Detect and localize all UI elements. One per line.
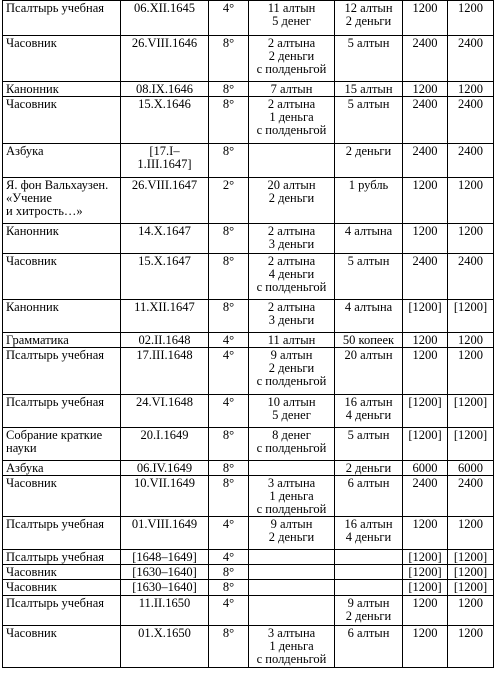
cell-sale-line: 16 алтын (344, 517, 393, 531)
cell-sale-line: 1 рубль (348, 178, 389, 192)
cell-format: 8° (209, 224, 249, 254)
cell-price-line: 2 деньги (268, 361, 315, 375)
cell-sale-line: 6 алтын (347, 476, 390, 490)
cell-format: 8° (209, 565, 249, 580)
cell-sale-line: 2 деньги (345, 609, 392, 623)
cell-price-line: 2 алтына (267, 300, 316, 314)
cell-format: 4° (209, 348, 249, 395)
cell-copies-total: 1200 (448, 224, 494, 254)
cell-copies: 1200 (403, 333, 448, 348)
table-row (3, 36, 494, 82)
book-table (2, 0, 494, 668)
cell-title (3, 550, 121, 565)
cell-date-line: 14.X.1647 (138, 224, 191, 238)
cell-sale (335, 596, 403, 626)
cell-date-line: 26.VIII.1646 (131, 36, 198, 50)
cell-price-line: 1 деньга (269, 639, 314, 653)
table-row (3, 565, 494, 580)
cell-copies-total: 1200 (448, 178, 494, 224)
cell-date-line: [1630–1640] (132, 565, 197, 579)
cell-sale-line: 9 алтын (347, 596, 390, 610)
cell-price (249, 476, 335, 517)
cell-date (121, 428, 209, 461)
cell-title-line: Грамматика (6, 333, 69, 347)
cell-price-line: 2 деньги (268, 530, 315, 544)
cell-date (121, 626, 209, 668)
cell-sale-line: 12 алтын (344, 1, 393, 15)
cell-title (3, 348, 121, 395)
cell-date (121, 178, 209, 224)
cell-sale (335, 97, 403, 144)
table-row (3, 626, 494, 668)
cell-copies-total: 2400 (448, 97, 494, 144)
cell-date (121, 517, 209, 550)
cell-format: 8° (209, 36, 249, 82)
cell-copies: [1200] (403, 395, 448, 428)
cell-copies-total: 2400 (448, 36, 494, 82)
cell-price-line: 4 деньги (268, 267, 315, 281)
table-row (3, 596, 494, 626)
cell-format: 8° (209, 300, 249, 333)
table-row (3, 333, 494, 348)
cell-price-line: с полденьгой (256, 502, 327, 516)
cell-format: 8° (209, 144, 249, 178)
cell-date-line: 17.III.1648 (136, 348, 193, 362)
cell-copies: [1200] (403, 550, 448, 565)
cell-date (121, 550, 209, 565)
cell-sale (335, 300, 403, 333)
cell-title (3, 300, 121, 333)
cell-price (249, 178, 335, 224)
cell-copies-total: 2400 (448, 144, 494, 178)
cell-copies-total: 2400 (448, 254, 494, 300)
cell-date (121, 144, 209, 178)
table-row (3, 82, 494, 97)
cell-copies: 1200 (403, 517, 448, 550)
cell-price (249, 348, 335, 395)
cell-format: 8° (209, 428, 249, 461)
cell-copies: [1200] (403, 565, 448, 580)
cell-date-line: 24.VI.1648 (136, 395, 193, 409)
table-row (3, 178, 494, 224)
cell-sale-line: 4 алтына (344, 300, 393, 314)
cell-price-line: 8 денег (272, 428, 311, 442)
cell-copies: 1200 (403, 596, 448, 626)
table-row (3, 1, 494, 36)
cell-title-line: Я. фон Вальхаузен. (6, 178, 109, 192)
cell-sale-line: 4 деньги (345, 408, 392, 422)
cell-date (121, 461, 209, 476)
cell-date (121, 224, 209, 254)
cell-copies: 1200 (403, 1, 448, 36)
cell-date (121, 565, 209, 580)
cell-title-line: Псалтырь учебная (6, 348, 104, 362)
cell-sale (335, 580, 403, 596)
cell-copies-total: 1200 (448, 596, 494, 626)
cell-price (249, 428, 335, 461)
cell-sale-line: 2 деньги (345, 144, 392, 158)
cell-copies-total: 6000 (448, 461, 494, 476)
cell-title (3, 82, 121, 97)
cell-sale-line: 16 алтын (344, 395, 393, 409)
cell-date-line: 06.XII.1645 (133, 1, 196, 15)
cell-price-line: 2 деньги (268, 191, 315, 205)
cell-price-line: 5 денег (272, 14, 311, 28)
cell-date (121, 300, 209, 333)
cell-price-line: с полденьгой (256, 441, 327, 455)
cell-price-line: 2 алтына (267, 254, 316, 268)
cell-copies: 2400 (403, 254, 448, 300)
cell-price-line: 1 деньга (269, 489, 314, 503)
table-row (3, 395, 494, 428)
cell-format: 2° (209, 178, 249, 224)
cell-price (249, 224, 335, 254)
cell-title-line: Канонник (6, 82, 59, 96)
cell-format: 4° (209, 517, 249, 550)
cell-title-line: Часовник (6, 626, 57, 640)
cell-title-line: Канонник (6, 224, 59, 238)
cell-date (121, 333, 209, 348)
table-row (3, 580, 494, 596)
cell-title-line: и хитрость…» (6, 204, 83, 218)
cell-copies-total: 2400 (448, 476, 494, 517)
table-row (3, 428, 494, 461)
cell-copies: 2400 (403, 36, 448, 82)
cell-price-line: 10 алтын (267, 395, 316, 409)
cell-format: 8° (209, 580, 249, 596)
cell-copies-total: [1200] (448, 565, 494, 580)
cell-price-line: 2 алтына (267, 36, 316, 50)
cell-price-line: с полденьгой (256, 652, 327, 666)
cell-copies: 2400 (403, 476, 448, 517)
cell-price (249, 144, 335, 178)
cell-price (249, 36, 335, 82)
cell-price-line: 20 алтын (267, 178, 316, 192)
cell-sale (335, 348, 403, 395)
cell-sale (335, 254, 403, 300)
cell-copies-total: [1200] (448, 550, 494, 565)
cell-copies: 1200 (403, 224, 448, 254)
cell-format: 8° (209, 476, 249, 517)
cell-price (249, 300, 335, 333)
cell-date (121, 36, 209, 82)
table-row (3, 254, 494, 300)
cell-date (121, 596, 209, 626)
cell-price-line: 7 алтын (270, 82, 313, 96)
cell-title-line: Псалтырь учебная (6, 517, 104, 531)
cell-price-line: 2 деньги (268, 49, 315, 63)
cell-price-line: 3 деньги (268, 237, 315, 251)
cell-title (3, 1, 121, 36)
cell-copies-total: 1200 (448, 82, 494, 97)
cell-date (121, 395, 209, 428)
cell-title (3, 428, 121, 461)
cell-price (249, 626, 335, 668)
cell-price-line: с полденьгой (256, 280, 327, 294)
cell-title-line: Азбука (6, 461, 44, 475)
cell-copies-total: [1200] (448, 300, 494, 333)
cell-copies: [1200] (403, 300, 448, 333)
cell-format: 4° (209, 395, 249, 428)
cell-sale (335, 517, 403, 550)
cell-price (249, 596, 335, 626)
cell-copies-total: 1200 (448, 1, 494, 36)
cell-price (249, 395, 335, 428)
cell-copies: 1200 (403, 178, 448, 224)
cell-format: 4° (209, 1, 249, 36)
cell-title (3, 36, 121, 82)
cell-sale-line: 5 алтын (347, 254, 390, 268)
cell-copies-total: [1200] (448, 395, 494, 428)
cell-date (121, 476, 209, 517)
cell-date (121, 97, 209, 144)
cell-title (3, 144, 121, 178)
cell-price-line: 3 деньги (268, 313, 315, 327)
cell-sale-line: 4 деньги (345, 530, 392, 544)
cell-sale-line: 2 деньги (345, 14, 392, 28)
cell-date-line: 06.IV.1649 (136, 461, 193, 475)
cell-title-line: Часовник (6, 254, 57, 268)
cell-sale (335, 224, 403, 254)
cell-date-line: 02.II.1648 (138, 333, 191, 347)
cell-copies-total: [1200] (448, 580, 494, 596)
cell-sale-line: 20 алтын (344, 348, 393, 362)
cell-title-line: Псалтырь учебная (6, 550, 104, 564)
cell-copies-total: [1200] (448, 428, 494, 461)
cell-sale (335, 626, 403, 668)
cell-title-line: «Учение (6, 191, 52, 205)
table-body (3, 1, 494, 668)
cell-title-line: Часовник (6, 97, 57, 111)
table-row (3, 97, 494, 144)
cell-sale-line: 4 алтына (344, 224, 393, 238)
cell-title-line: Псалтырь учебная (6, 596, 104, 610)
cell-price (249, 1, 335, 36)
cell-date (121, 254, 209, 300)
cell-sale (335, 36, 403, 82)
cell-format: 8° (209, 82, 249, 97)
cell-copies: 1200 (403, 626, 448, 668)
cell-price (249, 254, 335, 300)
cell-price-line: 5 денег (272, 408, 311, 422)
table-row (3, 461, 494, 476)
cell-title-line: Собрание краткие (6, 428, 103, 442)
cell-format: 4° (209, 596, 249, 626)
cell-sale-line: 15 алтын (344, 82, 393, 96)
cell-sale (335, 428, 403, 461)
cell-price (249, 333, 335, 348)
cell-title-line: Часовник (6, 476, 57, 490)
cell-price-line: 9 алтын (270, 348, 313, 362)
cell-sale (335, 1, 403, 36)
cell-title-line: Часовник (6, 36, 57, 50)
cell-title-line: науки (6, 441, 37, 455)
cell-title (3, 97, 121, 144)
table-row (3, 550, 494, 565)
cell-title (3, 254, 121, 300)
cell-sale (335, 178, 403, 224)
table-row (3, 476, 494, 517)
cell-title-line: Псалтырь учебная (6, 395, 104, 409)
cell-sale (335, 333, 403, 348)
cell-sale-line: 2 деньги (345, 461, 392, 475)
cell-date-line: 15.X.1646 (138, 97, 191, 111)
cell-title (3, 565, 121, 580)
cell-price (249, 565, 335, 580)
cell-sale (335, 395, 403, 428)
cell-copies: [1200] (403, 428, 448, 461)
cell-sale-line: 50 копеек (342, 333, 395, 347)
table-row (3, 517, 494, 550)
cell-title-line: Канонник (6, 300, 59, 314)
cell-copies-total: 1200 (448, 348, 494, 395)
cell-date-line: 10.VII.1649 (133, 476, 196, 490)
cell-date-line: [17.I– (149, 144, 180, 158)
table-row (3, 348, 494, 395)
cell-sale (335, 144, 403, 178)
cell-date-line: 20.I.1649 (140, 428, 189, 442)
cell-sale (335, 550, 403, 565)
cell-title (3, 395, 121, 428)
cell-date (121, 580, 209, 596)
cell-date (121, 1, 209, 36)
cell-date-line: 1.III.1647] (137, 157, 192, 171)
cell-copies-total: 1200 (448, 333, 494, 348)
cell-price-line: с полденьгой (256, 374, 327, 388)
cell-date-line: [1648–1649] (132, 550, 197, 564)
table-row (3, 300, 494, 333)
cell-price-line: с полденьгой (256, 123, 327, 137)
cell-format: 4° (209, 550, 249, 565)
cell-copies: 1200 (403, 348, 448, 395)
cell-price-line: 2 алтына (267, 224, 316, 238)
cell-title-line: Псалтырь учебная (6, 1, 104, 15)
cell-price-line: 3 алтына (267, 626, 316, 640)
cell-price-line: 2 алтына (267, 97, 316, 111)
cell-copies-total: 1200 (448, 626, 494, 668)
cell-title-line: Часовник (6, 580, 57, 594)
cell-copies: 2400 (403, 144, 448, 178)
cell-sale (335, 476, 403, 517)
cell-price (249, 82, 335, 97)
table-row (3, 224, 494, 254)
cell-price (249, 97, 335, 144)
cell-date-line: 08.IX.1646 (136, 82, 193, 96)
cell-copies: 2400 (403, 97, 448, 144)
cell-format: 8° (209, 626, 249, 668)
cell-date-line: [1630–1640] (132, 580, 197, 594)
cell-price-line: 11 алтын (267, 333, 316, 347)
cell-date-line: 11.II.1650 (138, 596, 191, 610)
cell-sale (335, 82, 403, 97)
cell-copies: 6000 (403, 461, 448, 476)
cell-price-line: 11 алтын (267, 1, 316, 15)
cell-format: 8° (209, 97, 249, 144)
cell-price (249, 580, 335, 596)
cell-price (249, 461, 335, 476)
cell-price-line: 1 деньга (269, 110, 314, 124)
cell-title (3, 476, 121, 517)
cell-title (3, 224, 121, 254)
cell-title (3, 580, 121, 596)
table-row (3, 144, 494, 178)
cell-date-line: 15.X.1647 (138, 254, 191, 268)
cell-format: 8° (209, 461, 249, 476)
cell-date-line: 01.VIII.1649 (131, 517, 198, 531)
cell-title-line: Азбука (6, 144, 44, 158)
cell-date (121, 348, 209, 395)
cell-title (3, 178, 121, 224)
cell-title (3, 596, 121, 626)
cell-title (3, 626, 121, 668)
cell-sale-line: 5 алтын (347, 36, 390, 50)
cell-title (3, 333, 121, 348)
cell-format: 4° (209, 333, 249, 348)
cell-sale-line: 5 алтын (347, 97, 390, 111)
cell-price (249, 550, 335, 565)
cell-copies-total: 1200 (448, 517, 494, 550)
cell-sale-line: 5 алтын (347, 428, 390, 442)
cell-title (3, 517, 121, 550)
cell-date-line: 01.X.1650 (138, 626, 191, 640)
cell-price (249, 517, 335, 550)
cell-date-line: 26.VIII.1647 (131, 178, 198, 192)
cell-date-line: 11.XII.1647 (134, 300, 195, 314)
cell-sale (335, 565, 403, 580)
cell-title (3, 461, 121, 476)
cell-sale-line: 6 алтын (347, 626, 390, 640)
cell-price-line: 3 алтына (267, 476, 316, 490)
cell-format: 8° (209, 254, 249, 300)
cell-date (121, 82, 209, 97)
cell-price-line: 9 алтын (270, 517, 313, 531)
cell-price-line: с полденьгой (256, 62, 327, 76)
cell-copies: 1200 (403, 82, 448, 97)
cell-sale (335, 461, 403, 476)
cell-copies: [1200] (403, 580, 448, 596)
cell-title-line: Часовник (6, 565, 57, 579)
